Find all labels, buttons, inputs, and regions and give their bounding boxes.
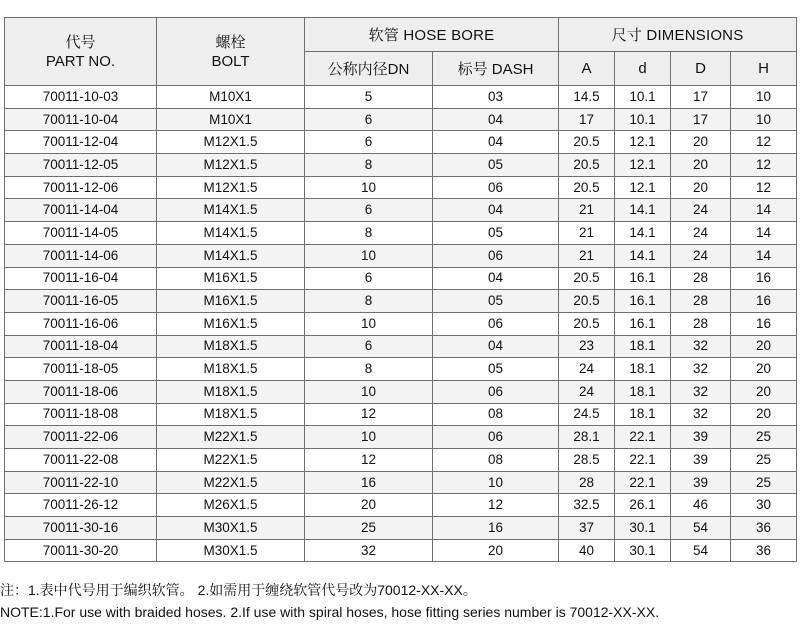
bolt-cell: M16X1.5: [157, 267, 305, 290]
dim-d-small-cell: 30.1: [615, 517, 671, 540]
part-no-cell: 70011-12-06: [5, 176, 157, 199]
dim-d-big-cell: 32: [671, 358, 731, 381]
dim-a-cell: 24: [559, 358, 615, 381]
part-no-cell: 70011-12-04: [5, 131, 157, 154]
dim-d-big-cell: 17: [671, 86, 731, 109]
bolt-cell: M10X1: [157, 108, 305, 131]
dim-d-small-cell: 16.1: [615, 312, 671, 335]
dash-cell: 10: [433, 471, 559, 494]
spec-table: [4, 17, 797, 562]
dim-d-small-cell: 26.1: [615, 494, 671, 517]
dim-a-cell: 20.5: [559, 290, 615, 313]
dim-d-small-cell: 16.1: [615, 290, 671, 313]
dn-cell: 6: [305, 131, 433, 154]
part-no-cell: 70011-18-04: [5, 335, 157, 358]
dim-h-cell: 30: [731, 494, 797, 517]
dim-a-cell: 14.5: [559, 86, 615, 109]
dim-a-cell: 20.5: [559, 154, 615, 177]
dim-a-cell: 21: [559, 244, 615, 267]
dn-cell: 6: [305, 199, 433, 222]
dim-d-big-cell: 32: [671, 335, 731, 358]
dim-a-cell: 20.5: [559, 267, 615, 290]
part-no-cell: 70011-14-06: [5, 244, 157, 267]
part-no-cell: 70011-10-03: [5, 86, 157, 109]
bolt-cell: M18X1.5: [157, 380, 305, 403]
table-row: [5, 539, 797, 562]
dim-a-cell: 20.5: [559, 131, 615, 154]
part-no-cell: 70011-16-06: [5, 312, 157, 335]
dash-cell: 20: [433, 539, 559, 562]
dash-cell: 04: [433, 108, 559, 131]
dim-d-small-cell: 30.1: [615, 539, 671, 562]
dim-a-header: A: [559, 52, 615, 86]
dim-d-small-cell: 22.1: [615, 449, 671, 472]
dim-d-big-cell: 20: [671, 176, 731, 199]
dim-d-big-cell: 54: [671, 517, 731, 540]
dim-d-small-cell: 14.1: [615, 244, 671, 267]
dn-cell: 10: [305, 176, 433, 199]
table-row: [5, 358, 797, 381]
dim-d-big-cell: 24: [671, 222, 731, 245]
dim-d-small-cell: 18.1: [615, 358, 671, 381]
bolt-cell: M14X1.5: [157, 199, 305, 222]
dim-h-cell: 20: [731, 335, 797, 358]
dash-cell: 12: [433, 494, 559, 517]
dimensions-header: 尺寸 DIMENSIONS: [559, 18, 797, 52]
table-row: [5, 403, 797, 426]
dash-cell: 04: [433, 267, 559, 290]
bolt-cell: M16X1.5: [157, 290, 305, 313]
dim-d-small-cell: 10.1: [615, 108, 671, 131]
dn-cell: 10: [305, 380, 433, 403]
dn-cell: 10: [305, 426, 433, 449]
bolt-cell: M18X1.5: [157, 403, 305, 426]
dash-cell: 06: [433, 176, 559, 199]
dn-cell: 12: [305, 403, 433, 426]
bolt-cell: M22X1.5: [157, 449, 305, 472]
dim-a-cell: 21: [559, 199, 615, 222]
dim-d-small-cell: 12.1: [615, 131, 671, 154]
dim-a-cell: 37: [559, 517, 615, 540]
dash-header: 标号 DASH: [433, 52, 559, 86]
dim-h-cell: 36: [731, 517, 797, 540]
dim-a-cell: 21: [559, 222, 615, 245]
dim-d-small-header: d: [615, 52, 671, 86]
table-row: [5, 222, 797, 245]
dim-h-cell: 25: [731, 471, 797, 494]
table-row: [5, 131, 797, 154]
part-no-header: [5, 18, 157, 86]
dash-cell: 06: [433, 426, 559, 449]
notes: [0, 579, 800, 623]
dash-cell: 08: [433, 449, 559, 472]
dash-cell: 16: [433, 517, 559, 540]
dim-h-cell: 10: [731, 86, 797, 109]
dim-a-cell: 24.5: [559, 403, 615, 426]
part-no-cell: 70011-14-05: [5, 222, 157, 245]
dn-cell: 8: [305, 290, 433, 313]
dim-h-cell: 25: [731, 426, 797, 449]
dn-cell: 8: [305, 222, 433, 245]
dash-cell: 05: [433, 290, 559, 313]
dim-a-cell: 20.5: [559, 176, 615, 199]
dim-d-small-cell: 18.1: [615, 335, 671, 358]
dash-cell: 04: [433, 131, 559, 154]
part-no-cell: 70011-22-08: [5, 449, 157, 472]
dim-h-cell: 16: [731, 290, 797, 313]
dim-h-cell: 14: [731, 199, 797, 222]
bolt-cell: M14X1.5: [157, 244, 305, 267]
dash-cell: 05: [433, 358, 559, 381]
dn-cell: 6: [305, 267, 433, 290]
bolt-cell: M12X1.5: [157, 176, 305, 199]
dim-d-small-cell: 12.1: [615, 154, 671, 177]
part-no-cell: 70011-14-04: [5, 199, 157, 222]
part-no-cell: 70011-26-12: [5, 494, 157, 517]
dim-a-cell: 32.5: [559, 494, 615, 517]
bolt-header-en: BOLT: [211, 52, 250, 70]
part-no-cell: 70011-16-04: [5, 267, 157, 290]
table-row: [5, 267, 797, 290]
table-row: [5, 86, 797, 109]
bolt-header-cn: 螺栓: [215, 33, 246, 51]
dim-d-small-cell: 18.1: [615, 380, 671, 403]
dim-d-big-cell: 54: [671, 539, 731, 562]
hose-bore-header: 软管 HOSE BORE: [305, 18, 559, 52]
bolt-cell: M12X1.5: [157, 154, 305, 177]
part-no-cell: 70011-18-08: [5, 403, 157, 426]
dim-d-small-cell: 14.1: [615, 222, 671, 245]
dim-d-small-cell: 12.1: [615, 176, 671, 199]
dim-d-big-cell: 28: [671, 267, 731, 290]
dim-h-cell: 12: [731, 131, 797, 154]
part-no-cell: 70011-18-06: [5, 380, 157, 403]
bolt-cell: M26X1.5: [157, 494, 305, 517]
dim-h-cell: 20: [731, 380, 797, 403]
dim-d-small-cell: 22.1: [615, 471, 671, 494]
dash-cell: 06: [433, 312, 559, 335]
table-row: [5, 154, 797, 177]
dn-header: 公称内径DN: [305, 52, 433, 86]
part-no-cell: 70011-22-06: [5, 426, 157, 449]
bolt-cell: M16X1.5: [157, 312, 305, 335]
dn-cell: 8: [305, 358, 433, 381]
dn-cell: 5: [305, 86, 433, 109]
dim-a-cell: 28.1: [559, 426, 615, 449]
part-no-cell: 70011-22-10: [5, 471, 157, 494]
dim-d-small-cell: 18.1: [615, 403, 671, 426]
table-row: [5, 517, 797, 540]
table-row: [5, 335, 797, 358]
bolt-cell: M18X1.5: [157, 358, 305, 381]
dim-h-cell: 16: [731, 312, 797, 335]
dim-d-big-cell: 46: [671, 494, 731, 517]
note-english: NOTE:1.For use with braided hoses. 2.If use with spiral hoses, hose fitting series number is 70012-XX-XX.: [0, 604, 660, 620]
bolt-cell: M30X1.5: [157, 517, 305, 540]
dim-h-cell: 25: [731, 449, 797, 472]
bolt-cell: M22X1.5: [157, 471, 305, 494]
table-row: [5, 494, 797, 517]
dim-a-cell: 28.5: [559, 449, 615, 472]
dn-cell: 10: [305, 244, 433, 267]
dash-cell: 06: [433, 380, 559, 403]
dim-a-cell: 17: [559, 108, 615, 131]
bolt-cell: M18X1.5: [157, 335, 305, 358]
part-no-cell: 70011-12-05: [5, 154, 157, 177]
part-no-cell: 70011-30-16: [5, 517, 157, 540]
dim-h-cell: 12: [731, 154, 797, 177]
dn-cell: 8: [305, 154, 433, 177]
table-row: [5, 290, 797, 313]
dim-d-big-cell: 24: [671, 199, 731, 222]
dim-a-cell: 23: [559, 335, 615, 358]
dim-a-cell: 20.5: [559, 312, 615, 335]
dim-a-cell: 40: [559, 539, 615, 562]
part-no-header-en: PART NO.: [45, 52, 116, 70]
part-no-header-cn: 代号: [65, 33, 96, 51]
dim-d-big-cell: 20: [671, 131, 731, 154]
dash-cell: 04: [433, 335, 559, 358]
dash-cell: 05: [433, 222, 559, 245]
dn-cell: 20: [305, 494, 433, 517]
dim-h-header: H: [731, 52, 797, 86]
dim-d-big-cell: 39: [671, 426, 731, 449]
dim-h-cell: 20: [731, 358, 797, 381]
dash-cell: 08: [433, 403, 559, 426]
table-row: [5, 108, 797, 131]
dim-a-cell: 24: [559, 380, 615, 403]
bolt-header: [157, 18, 305, 86]
dim-d-big-cell: 28: [671, 312, 731, 335]
dash-cell: 06: [433, 244, 559, 267]
bolt-cell: M30X1.5: [157, 539, 305, 562]
dash-cell: 04: [433, 199, 559, 222]
dn-cell: 6: [305, 108, 433, 131]
dim-d-small-cell: 14.1: [615, 199, 671, 222]
dim-d-small-cell: 16.1: [615, 267, 671, 290]
dn-cell: 16: [305, 471, 433, 494]
dim-h-cell: 14: [731, 222, 797, 245]
note-chinese: 注：1.表中代号用于编织软管。 2.如需用于缠绕软管代号改为70012-XX-XX。: [0, 582, 477, 598]
table-row: [5, 449, 797, 472]
table-row: [5, 176, 797, 199]
table-row: [5, 471, 797, 494]
dim-h-cell: 14: [731, 244, 797, 267]
table-row: [5, 380, 797, 403]
dim-h-cell: 16: [731, 267, 797, 290]
bolt-cell: M12X1.5: [157, 131, 305, 154]
table-body: [5, 86, 797, 562]
dim-d-small-cell: 10.1: [615, 86, 671, 109]
dim-h-cell: 20: [731, 403, 797, 426]
part-no-cell: 70011-16-05: [5, 290, 157, 313]
dim-h-cell: 12: [731, 176, 797, 199]
table-row: [5, 426, 797, 449]
dim-d-big-header: D: [671, 52, 731, 86]
dim-h-cell: 36: [731, 539, 797, 562]
dim-d-small-cell: 22.1: [615, 426, 671, 449]
part-no-cell: 70011-30-20: [5, 539, 157, 562]
dim-h-cell: 10: [731, 108, 797, 131]
bolt-cell: M10X1: [157, 86, 305, 109]
dim-a-cell: 28: [559, 471, 615, 494]
dim-d-big-cell: 20: [671, 154, 731, 177]
table-row: [5, 244, 797, 267]
dim-d-big-cell: 39: [671, 449, 731, 472]
dim-d-big-cell: 39: [671, 471, 731, 494]
dn-cell: 32: [305, 539, 433, 562]
dim-d-big-cell: 24: [671, 244, 731, 267]
dim-d-big-cell: 32: [671, 403, 731, 426]
dim-d-big-cell: 17: [671, 108, 731, 131]
dn-cell: 10: [305, 312, 433, 335]
dn-cell: 12: [305, 449, 433, 472]
table-row: [5, 312, 797, 335]
table-header: [5, 18, 797, 86]
bolt-cell: M14X1.5: [157, 222, 305, 245]
bolt-cell: M22X1.5: [157, 426, 305, 449]
dim-d-big-cell: 28: [671, 290, 731, 313]
table-row: [5, 199, 797, 222]
dn-cell: 6: [305, 335, 433, 358]
dash-cell: 03: [433, 86, 559, 109]
dash-cell: 05: [433, 154, 559, 177]
dn-cell: 25: [305, 517, 433, 540]
part-no-cell: 70011-18-05: [5, 358, 157, 381]
part-no-cell: 70011-10-04: [5, 108, 157, 131]
dim-d-big-cell: 32: [671, 380, 731, 403]
